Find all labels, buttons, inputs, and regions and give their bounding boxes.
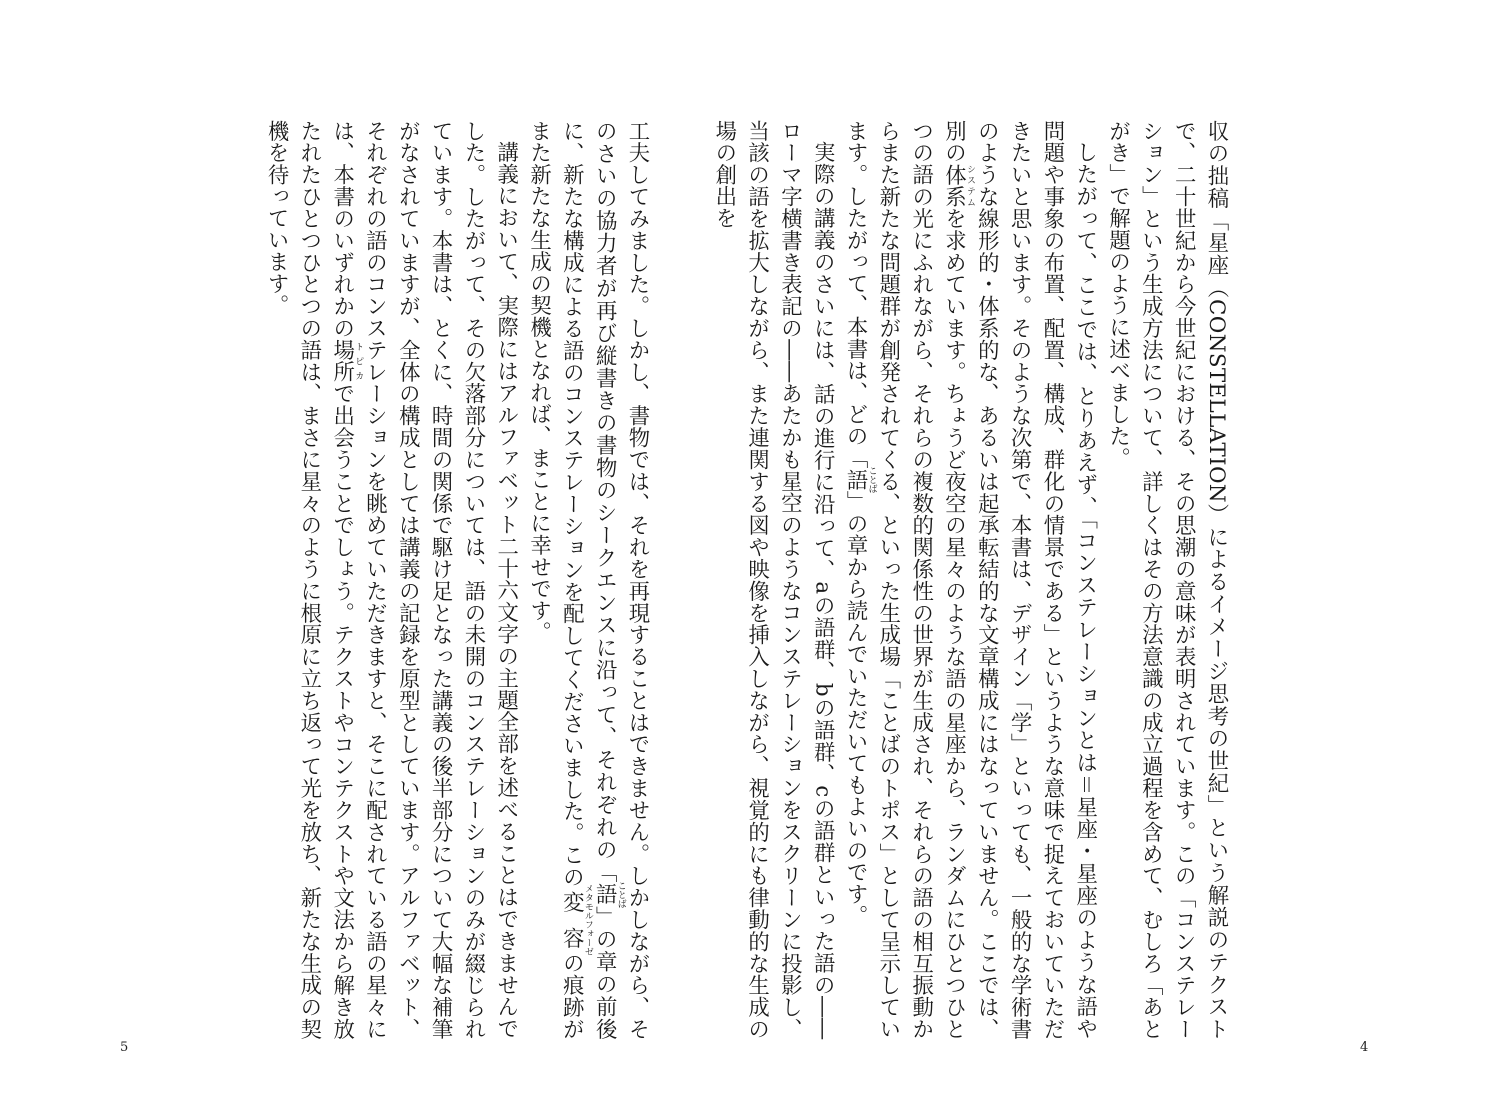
page-number: 5 [120,1040,129,1055]
ruby-annotation: 変容メタモルフォーゼ [559,884,593,957]
ruby-annotation: 体系システム [941,163,975,208]
paragraph: 収の拙稿「星座（CONSTELLATION）によるイメージ思考の世紀」という解説のテクストで、二十世紀から今世紀における、その思潮の意味が表明されています。この「コンステレーション」という生成方法について、詳しくはその方法意識の成立過程を含めて、むしろ「あとがき」で解題のように述べました。 [1105,120,1229,1040]
right-page-text [711,120,1232,1041]
right-page [711,0,1502,1103]
paragraph: 講義において、実際にはアルファベット二十六文字の主題全部を述べることはできませんでした。したがって、その欠落部分については、語の未開のコンステレーションのみが綴じられています。本書は、とくに、時間の関係で駆け足となった講義の後半部分について大幅な補筆がなされていますが、全体の構成としては講義の記録を原型としています。アルファベット、それぞれの語のコンステレーションを眺めていただきますと、そこに配されている語の星々には、本書のいずれかの場所トピカで出会うことでしょう。テクストやコンテクストや文法から解き放たれたひとつひとつの語は、まさに星々のように根原に立ち返って光を放ち、新たな生成の契機を待っています。 [264,120,519,1041]
ruby-annotation: 語ことば [592,880,626,908]
paragraph: 工夫してみました。しかし、書物では、それを再現することはできません。しかしながら、そのさいの協力者が再び縦書きの書物のシークエンスに沿って、それぞれの「語ことば」の章の前後に、新たな構成による語のコンステレーションを配してくださいました。この変容メタモルフォーゼの痕跡がまた新たな生成の契機となれば、まことに幸せです。 [526,120,650,1040]
paragraph: 実際の講義のさいには、話の進行に沿って、aの語群、bの語群、cの語群といった語の――ローマ字横書き表記の――あたかも星空のようなコンステレーションをスクリーンに投影し、当該の語を拡大しながら、また連関する図や映像を挿入しながら、視覚的にも律動的な生成の場の創出を [711,120,836,1040]
ruby-annotation: 語ことば [843,466,877,494]
paragraph: したがって、ここでは、とりあえず、「コンステレーションとは＝星座・星座のような語や問題や事象の布置、配置、構成、群化の情景である」というような意味で捉えておいていただきたいと思います。そのような次第で、本書は、デザイン「学」といっても、一般的な学術書のような線形的・体系的な、あるいは起承転結的な文章構成にはなっていません。ここでは、別の体系システムを求めています。ちょうど夜空の星々のような語の星座から、ランダムにひとつひとつの語の光にふれながら、それらの複数的関係性の世界が生成され、それらの語の相互振動からまた新たな問題群が創発されてくる、といった生成場「ことばのトポス」として呈示しています。したがって、本書は、どの「語ことば」の章から読んでいただいてもよいのです。 [843,120,1098,1041]
page-number: 4 [1360,1040,1369,1055]
left-page-text [263,120,653,1040]
ruby-annotation: 場所トピカ [329,339,364,383]
